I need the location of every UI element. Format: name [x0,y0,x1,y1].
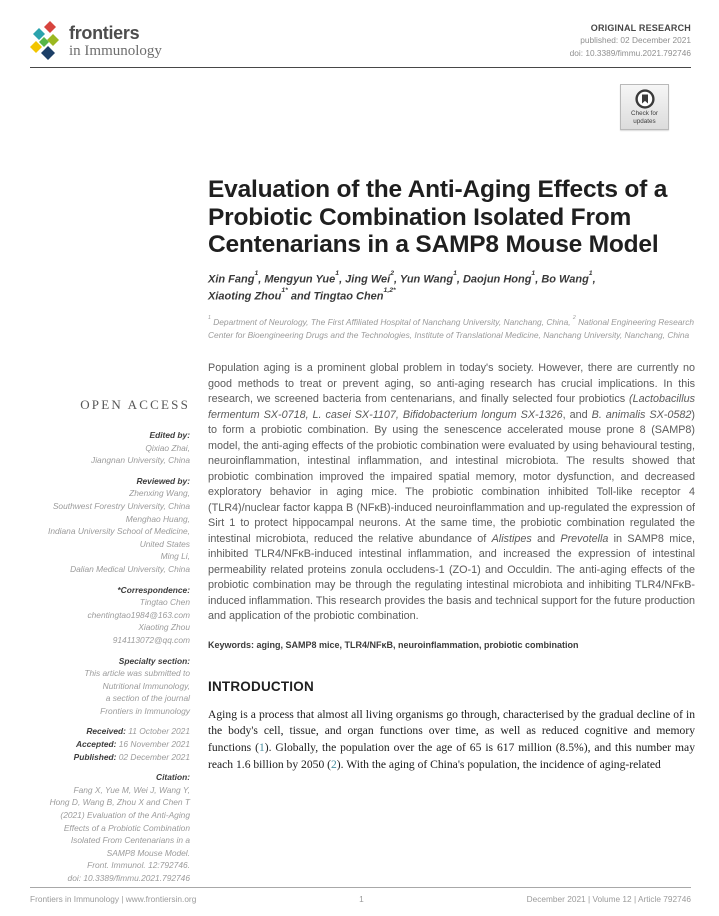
sidebar-line: Ming Li, [160,551,190,562]
sidebar-line: Fang X, Yue M, Wei J, Wang Y, [73,784,190,795]
sidebar-block-label: Reviewed by: [136,475,190,486]
sidebar-line: This article was submitted to [84,668,190,679]
introduction-paragraph: Aging is a process that almost all living organisms go through, characterised by the gradual decline of in the body's cell, tissue, and organ functions over time, as well as reduced cognitive and memory functions (1). Globally, the population over the age of 65 is 617 million (8.5%), and this number may reach 1.6 billion by 2050 (2). With the aging of China's population, the incidence of aging-related [208,707,695,771]
sidebar-block [30,771,190,884]
page-header [30,20,691,68]
footer-journal-url[interactable]: www.frontiersin.org [125,894,197,904]
sidebar-line: Isolated From Centenarians in a [70,835,190,846]
crossmark-bookmark-icon [635,89,655,109]
sidebar-date-line: Accepted: 16 November 2021 [75,739,190,750]
sidebar-line: Southwest Forestry University, China [52,500,190,511]
sidebar-email-link[interactable]: chentingtao1984@163.com [87,609,190,620]
footer-separator: | [119,894,126,904]
sidebar-block-label: Specialty section: [118,655,190,666]
sidebar-block [30,584,190,647]
sidebar-line: Qixiao Zhai, [145,442,190,453]
author-list [208,269,695,305]
sidebar-block [30,429,190,467]
sidebar-line: Nutritional Immunology, [102,680,190,691]
affiliations: $^1$ Department of Neurology, The First Affiliated Hospital of Nanchang University, Nanchang, China, $^2$ National Engineering Research Center for Bioengineering Drugs and the Technologies, Institute of Translational Medicine, Nanchang University, Nanchang, China [208,315,695,341]
sidebar-line: Menghao Huang, [125,513,190,524]
sidebar-line: Dalian Medical University, China [70,563,190,574]
sidebar-line: Xiaoting Zhou [138,622,190,633]
article-type-label: ORIGINAL RESEARCH [590,23,691,33]
sidebar-line: United States [139,538,190,549]
article-sidebar [30,397,190,893]
journal-brand-subtitle: in Immunology [69,43,162,59]
sidebar-line: Front. Immunol. 12:792746. [87,860,190,871]
sidebar-blocks [30,429,190,885]
article-main-column [208,176,695,773]
footer-issue-info: December 2021 | Volume 12 | Article 792746 [526,894,691,904]
sidebar-block-label: Edited by: [149,430,190,440]
badge-label: Check for updates [631,109,658,125]
footer-journal-name: Frontiers in Immunology [30,894,119,904]
journal-logo [30,20,162,62]
check-for-updates-badge[interactable] [620,84,669,130]
sidebar-line: (2021) Evaluation of the Anti-Aging [60,810,190,821]
sidebar-line: a section of the journal [105,693,190,704]
sidebar-line: Effects of a Probiotic Combination [63,822,190,833]
keywords-line: Keywords: aging, SAMP8 mice, TLR4/NFκB, neuroinflammation, probiotic combination [208,639,579,650]
sidebar-date-line: Published: 02 December 2021 [73,751,190,762]
frontiers-cubes-logo-icon [30,20,62,62]
sidebar-line: SAMP8 Mouse Model. [106,847,190,858]
header-meta-block [570,20,691,59]
sidebar-block [30,725,190,763]
journal-brand-name: frontiers [69,23,140,43]
sidebar-line: Jiangnan University, China [91,455,190,466]
section-heading-introduction: INTRODUCTION [208,678,314,694]
author-line-1: Xin Fang$^1$, Mengyun Yue$^1$, Jing Wei$^2$, Yun Wang$^1$, Daojun Hong$^1$, Bo Wang$^1$, [208,269,596,286]
sidebar-block [30,475,190,576]
sidebar-line: doi: 10.3389/fimmu.2021.792746 [67,873,190,883]
page-footer [30,887,691,904]
sidebar-email-link[interactable]: 914113072@qq.com [112,634,190,645]
sidebar-date-line: Received: 11 October 2021 [86,726,190,737]
sidebar-line: Frontiers in Immunology [100,705,190,716]
article-title: Evaluation of the Anti-Aging Effects of a Probiotic Combination Isolated From Centenarians in a SAMP8 Mouse Model [208,176,668,259]
sidebar-line: Tingtao Chen [139,597,190,608]
footer-journal-info [30,894,196,904]
page-number: 1 [359,894,364,904]
reference-link[interactable]: 2 [331,757,337,771]
sidebar-line: Zhenxing Wang, [129,488,190,499]
sidebar-date-label: Received: [86,726,126,737]
sidebar-line: Hong D, Wang B, Zhou X and Chen T [49,797,190,808]
reference-link[interactable]: 1 [258,740,265,754]
sidebar-block-label: Citation: [156,772,190,783]
doi-text: doi: 10.3389/fimmu.2021.792746 [569,48,691,59]
author-line-2: Xiaoting Zhou$^{1*}$ and Tingtao Chen$^{1,2*}$ [208,286,396,303]
published-date: published: 02 December 2021 [580,35,691,45]
journal-brand-text [69,20,162,59]
sidebar-date-label: Published: [73,751,117,762]
sidebar-line: Indiana University School of Medicine, [48,526,190,537]
open-access-label: OPEN ACCESS [80,397,190,412]
sidebar-block [30,655,190,718]
sidebar-block-label: *Correspondence: [117,584,190,595]
sidebar-date-label: Accepted: [75,739,117,750]
abstract-text: Population aging is a prominent global problem in today's society. However, there are currently no good methods to treat or prevent aging, so anti-aging research has crucial implications. In this research, we screened bacteria from centenarians, and finally selected four probiotics (Lactobacillus fermentum SX-0718, L. casei SX-1107, Bifidobacterium longum SX-1326, and B. animalis SX-0582) to form a probiotic combination. By using the senescence accelerated mouse prone 8 (SAMP8) model, the anti-aging effects of the probiotic combination were evaluated by using behavioural testing, neuroinflammation, intestinal inflammation, and intestinal microbiota. The results showed that probiotic combination improved the impaired spatial memory, motor dysfunction, and decreased exploratory behavior in aging mice. The probiotic combination inhibited Toll-like receptor 4 (TLR4)/nuclear factor kappa B (NFκB)-induced neuroinflammation and up-regulated the expression of Sirt 1 to protect hippocampal neurons. At the same time, the probiotic combination regulated the intestinal microbiota, reduced the relative abundance of Alistipes and Prevotella in SAMP8 mice, inhibited TLR4/NFκB-induced intestinal inflammation, and increased the expression of intestinal permeability related proteins zonula occludens-1 (ZO-1) and Occuldin. The anti-aging effects of the probiotic combination may be through the regulating intestinal microbiota and inhibiting TLR4/NFκB-induced inflammation. This research provides the basis and technical support for the future production and application of the probiotic combination. [208,362,696,623]
